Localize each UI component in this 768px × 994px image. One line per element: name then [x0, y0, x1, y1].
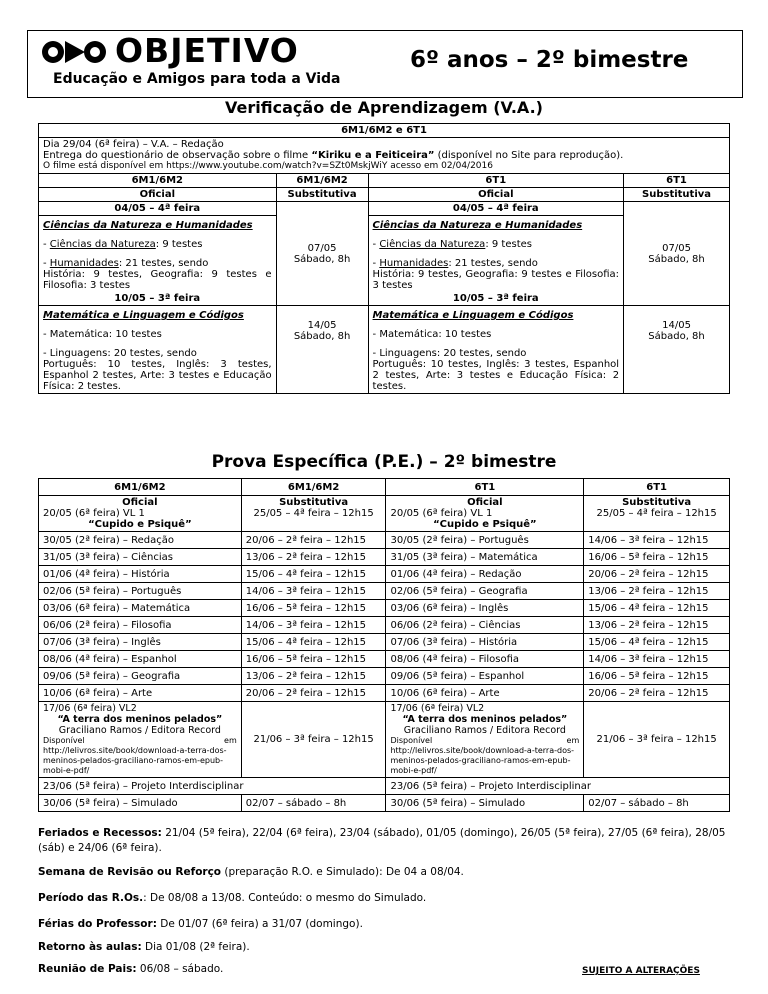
- va-q-text: Entrega do questionário de observação sobre o filme: [43, 150, 312, 161]
- va-sub-date: 14/05: [307, 320, 337, 331]
- va-date-2-right: 10/05 – 3ª feira: [368, 292, 624, 306]
- logo-brand: OBJETIVO: [115, 31, 299, 70]
- pe-cell: 13/06 – 2ª feira – 12h15: [241, 668, 386, 685]
- pe-cell: 31/05 (3ª feira) – Ciências: [39, 549, 242, 566]
- va-area-title: Matemática e Linguagem e Códigos: [43, 310, 244, 321]
- pe-vl2-book: “A terra dos meninos pelados”: [402, 714, 568, 725]
- pe-vl2-book: “A terra dos meninos pelados”: [57, 714, 223, 725]
- va-mat-line: - Matemática: 10 testes: [372, 329, 492, 340]
- va-area2-right: [368, 306, 624, 394]
- pe-cell: 13/06 – 2ª feira – 12h15: [584, 617, 730, 634]
- va-table: [38, 123, 730, 394]
- pe-col-header-3: 6T1: [386, 479, 584, 496]
- pe-cell: 01/06 (4ª feira) – Redação: [386, 566, 584, 583]
- va-ling-detail: Português: 10 testes, Inglês: 3 testes, Espanhol 2 testes, Arte: 3 testes e Educação Física: 2 testes.: [43, 359, 272, 392]
- pe-sim-right: 30/06 (5ª feira) – Simulado: [386, 795, 584, 812]
- pe-cell: 03/06 (6ª feira) – Inglês: [386, 600, 584, 617]
- pe-sim-left: 30/06 (5ª feira) – Simulado: [39, 795, 242, 812]
- va-sub-header-1: Oficial: [39, 188, 277, 202]
- va-area-title: Matemática e Linguagem e Códigos: [372, 310, 574, 321]
- pe-cell: 30/05 (2ª feira) – Português: [386, 532, 584, 549]
- retorno-text: Dia 01/08 (2ª feira).: [141, 941, 250, 953]
- pe-cell: 16/06 – 5ª feira – 12h15: [241, 600, 386, 617]
- semana-label: Semana de Revisão ou Reforço: [38, 866, 222, 878]
- retorno-label: Retorno às aulas:: [38, 941, 142, 953]
- pe-cell: 20/06 – 2ª feira – 12h15: [241, 532, 386, 549]
- va-sub-header-4: Substitutiva: [624, 188, 730, 202]
- pe-table: [38, 478, 730, 812]
- pe-cell: 20/06 – 2ª feira – 12h15: [584, 685, 730, 702]
- table-row: [39, 634, 730, 651]
- pe-sub-header: Oficial: [122, 497, 158, 508]
- pe-vl2-author: Graciliano Ramos / Editora Record: [58, 725, 221, 736]
- va-classes-header: 6M1/6M2 e 6T1: [39, 124, 730, 138]
- va-cn-line: - Ciências da Natureza: 9 testes: [372, 239, 532, 250]
- va-questionario-line: [43, 150, 725, 161]
- pe-cell: 06/06 (2ª feira) – Filosofia: [39, 617, 242, 634]
- pe-vl1-date: 20/05 (6ª feira) VL 1: [390, 508, 493, 519]
- va-cn-label: Ciências da Natureza: [379, 239, 486, 250]
- sujeito-note: SUJEITO A ALTERAÇÕES: [582, 966, 700, 976]
- pe-vl2-date: 17/06 (6ª feira) VL2: [390, 703, 485, 714]
- logo-tagline: Educação e Amigos para toda a Vida: [53, 71, 341, 87]
- pe-vl2-sub-right: 21/06 – 3ª feira – 12h15: [584, 702, 730, 778]
- pe-cell: 07/06 (3ª feira) – História: [386, 634, 584, 651]
- pe-sub-header: Oficial: [467, 497, 503, 508]
- pe-title: Prova Específica (P.E.) – 2º bimestre: [211, 452, 557, 472]
- va-intro: [39, 138, 730, 174]
- va-cn-count: : 9 testes: [155, 239, 203, 250]
- table-row: [39, 651, 730, 668]
- pe-vl2-author: Graciliano Ramos / Editora Record: [403, 725, 566, 736]
- pe-cell: 09/06 (5ª feira) – Geografia: [39, 668, 242, 685]
- pe-proj-left: 23/06 (5ª feira) – Projeto Interdisciplinar: [39, 778, 386, 795]
- va-col-header-3: 6T1: [368, 174, 624, 188]
- pe-cell: 13/06 – 2ª feira – 12h15: [241, 549, 386, 566]
- pe-vl1-book: “Cupido e Psiquê”: [433, 519, 537, 530]
- pe-vl2-link: Disponível em http://lelivros.site/book/download-a-terra-dos-meninos-pelados-graciliano-ramos-em-epub-mobi-e-pdf/: [43, 736, 237, 775]
- ferias-text: De 01/07 (6ª feira) a 31/07 (domingo).: [156, 918, 363, 930]
- ro-label: Período das R.Os.: [38, 892, 144, 904]
- va-sub-date: 07/05: [662, 242, 691, 254]
- pe-cell: 20/06 – 2ª feira – 12h15: [241, 685, 386, 702]
- va-title: Verificação de Aprendizagem (V.A.): [225, 98, 543, 117]
- va-redacao-line: Dia 29/04 (6ª feira) – V.A. – Redação: [43, 139, 224, 150]
- va-date-1-right: 04/05 – 4ª feira: [368, 202, 624, 216]
- va-hum-detail: História: 9 testes, Geografia: 9 testes e Filosofia: 3 testes: [372, 269, 620, 291]
- table-row: [39, 617, 730, 634]
- pe-cell: 02/06 (5ª feira) – Geografia: [386, 583, 584, 600]
- va-hum-label: Humanidades: [379, 258, 449, 269]
- va-date-1-left: 04/05 – 4ª feira: [39, 202, 277, 216]
- pe-sim-sub-left: 02/07 – sábado – 8h: [241, 795, 386, 812]
- pe-vl1-date: 20/05 (6ª feira) VL 1: [43, 508, 145, 519]
- va-sub-day: Sábado, 8h: [648, 253, 705, 265]
- pe-cell: 15/06 – 4ª feira – 12h15: [241, 634, 386, 651]
- pe-vl1-book: “Cupido e Psiquê”: [88, 519, 192, 530]
- ro-note: [38, 891, 728, 906]
- va-col-header-4: 6T1: [624, 174, 730, 188]
- va-sub-day: Sábado, 8h: [293, 253, 351, 265]
- va-area2-left: [39, 306, 277, 394]
- pe-vl2-left: [39, 702, 242, 778]
- va-sub-header-3: Oficial: [368, 188, 624, 202]
- pe-vl1-left: [39, 496, 242, 532]
- pe-vl2-right: [386, 702, 584, 778]
- feriados-label: Feriados e Recessos:: [38, 827, 162, 839]
- va-area1-left: [39, 216, 277, 293]
- va-hum-label: Humanidades: [49, 258, 119, 269]
- va-film-link: O filme está disponível em https://www.youtube.com/watch?v=SZt0MskjWiY acesso em 02/04/2016: [43, 161, 493, 171]
- reuniao-label: Reunião de Pais:: [38, 963, 137, 975]
- va-col-header-1: 6M1/6M2: [39, 174, 277, 188]
- table-row: [39, 549, 730, 566]
- table-row: [39, 583, 730, 600]
- va-sub-date: 14/05: [662, 320, 691, 331]
- pe-cell: 02/06 (5ª feira) – Português: [39, 583, 242, 600]
- pe-cell: 06/06 (2ª feira) – Ciências: [386, 617, 584, 634]
- page-title: 6º anos – 2º bimestre: [410, 47, 689, 73]
- feriados-text: 21/04 (5ª feira), 22/04 (6ª feira), 23/04 (sábado), 01/05 (domingo), 26/05 (5ª feira), 27/05 (6ª feira), 28/05 (sáb) e 24/06 (6ª feira).: [38, 827, 726, 854]
- va-ling-line: - Linguagens: 20 testes, sendo: [43, 348, 197, 359]
- pe-sub-header: Substitutiva: [622, 497, 692, 508]
- va-hum-line: - Humanidades: 21 testes, sendo: [43, 258, 209, 269]
- pe-cell: 10/06 (6ª feira) – Arte: [39, 685, 242, 702]
- table-row: [39, 566, 730, 583]
- pe-vl2-link: Disponível em http://lelivros.site/book/download-a-terra-dos-meninos-pelados-graciliano-ramos-em-epub-mobi-e-pdf/: [390, 736, 580, 775]
- va-ling-line: - Linguagens: 20 testes, sendo: [372, 348, 527, 359]
- va-film-title: “Kiriku e a Feiticeira”: [311, 150, 435, 161]
- pe-col-header-2: 6M1/6M2: [241, 479, 386, 496]
- table-row: [39, 532, 730, 549]
- pe-vl1-sub-left: [241, 496, 386, 532]
- pe-vl2-sub-left: 21/06 – 3ª feira – 12h15: [241, 702, 386, 778]
- va-sub-cell-a-left: [276, 202, 368, 306]
- va-sub-date: 07/05: [307, 242, 337, 254]
- pe-vl1-sub-right: [584, 496, 730, 532]
- semana-note: [38, 865, 728, 880]
- pe-cell: 10/06 (6ª feira) – Arte: [386, 685, 584, 702]
- pe-cell: 09/06 (5ª feira) – Espanhol: [386, 668, 584, 685]
- va-hum-count: : 21 testes, sendo: [448, 258, 538, 269]
- pe-sub-header: Substitutiva: [279, 497, 349, 508]
- va-area1-right: [368, 216, 624, 293]
- reuniao-text: 06/08 – sábado.: [136, 963, 224, 975]
- va-cn-label: Ciências da Natureza: [49, 239, 156, 250]
- pe-vl1-sub-date: 25/05 – 4ª feira – 12h15: [596, 508, 717, 519]
- pe-cell: 03/06 (6ª feira) – Matemática: [39, 600, 242, 617]
- pe-vl1-sub-date: 25/05 – 4ª feira – 12h15: [253, 508, 374, 519]
- pe-sim-sub-right: 02/07 – sábado – 8h: [584, 795, 730, 812]
- va-area-title: Ciências da Natureza e Humanidades: [372, 220, 583, 231]
- pe-vl2-date: 17/06 (6ª feira) VL2: [43, 703, 137, 714]
- va-q-note: (disponível no Site para reprodução).: [434, 150, 624, 161]
- va-col-header-2: 6M1/6M2: [276, 174, 368, 188]
- va-date-2-left: 10/05 – 3ª feira: [39, 292, 277, 306]
- pe-cell: 20/06 – 2ª feira – 12h15: [584, 566, 730, 583]
- pe-cell: 16/06 – 5ª feira – 12h15: [584, 668, 730, 685]
- pe-col-header-1: 6M1/6M2: [39, 479, 242, 496]
- pe-vl1-right: [386, 496, 584, 532]
- ferias-note: [38, 917, 728, 932]
- pe-cell: 30/05 (2ª feira) – Redação: [39, 532, 242, 549]
- pe-cell: 15/06 – 4ª feira – 12h15: [241, 566, 386, 583]
- pe-cell: 15/06 – 4ª feira – 12h15: [584, 600, 730, 617]
- va-ling-detail: Português: 10 testes, Inglês: 3 testes, Espanhol 2 testes, Arte: 3 testes e Educação Física: 2 testes.: [372, 359, 620, 392]
- va-mat-line: - Matemática: 10 testes: [43, 329, 162, 340]
- ferias-label: Férias do Professor:: [38, 918, 157, 930]
- logo-mark-icon: [39, 37, 111, 67]
- pe-cell: 14/06 – 3ª feira – 12h15: [584, 651, 730, 668]
- va-sub-cell-a-right: [624, 202, 730, 306]
- objetivo-logo: [35, 33, 355, 93]
- pe-cell: 14/06 – 3ª feira – 12h15: [584, 532, 730, 549]
- pe-cell: 14/06 – 3ª feira – 12h15: [241, 583, 386, 600]
- pe-cell: 15/06 – 4ª feira – 12h15: [584, 634, 730, 651]
- retorno-note: [38, 940, 728, 955]
- va-hum-detail: História: 9 testes, Geografia: 9 testes e Filosofia: 3 testes: [43, 269, 272, 291]
- va-sub-cell-b-right: [624, 306, 730, 394]
- va-area-title: Ciências da Natureza e Humanidades: [43, 220, 253, 231]
- va-sub-header-2: Substitutiva: [276, 188, 368, 202]
- feriados-note: [38, 826, 728, 856]
- va-sub-day: Sábado, 8h: [648, 331, 705, 342]
- pe-cell: 16/06 – 5ª feira – 12h15: [241, 651, 386, 668]
- va-hum-line: - Humanidades: 21 testes, sendo: [372, 258, 538, 269]
- pe-col-header-4: 6T1: [584, 479, 730, 496]
- va-cn-count: : 9 testes: [485, 239, 532, 250]
- pe-cell: 16/06 – 5ª feira – 12h15: [584, 549, 730, 566]
- va-cn-line: - Ciências da Natureza: 9 testes: [43, 239, 203, 250]
- pe-cell: 07/06 (3ª feira) – Inglês: [39, 634, 242, 651]
- pe-cell: 31/05 (3ª feira) – Matemática: [386, 549, 584, 566]
- table-row: [39, 600, 730, 617]
- pe-proj-right: 23/06 (5ª feira) – Projeto Interdisciplinar: [386, 778, 730, 795]
- va-hum-count: : 21 testes, sendo: [118, 258, 209, 269]
- pe-cell: 13/06 – 2ª feira – 12h15: [584, 583, 730, 600]
- pe-cell: 01/06 (4ª feira) – História: [39, 566, 242, 583]
- va-sub-cell-b-left: [276, 306, 368, 394]
- va-sub-day: Sábado, 8h: [293, 331, 351, 342]
- table-row: [39, 668, 730, 685]
- semana-text: (preparação R.O. e Simulado): De 04 a 08/04.: [221, 866, 464, 878]
- pe-cell: 08/06 (4ª feira) – Filosofia: [386, 651, 584, 668]
- ro-text: : De 08/08 a 13/08. Conteúdo: o mesmo do Simulado.: [143, 892, 427, 904]
- pe-cell: 14/06 – 3ª feira – 12h15: [241, 617, 386, 634]
- table-row: [39, 685, 730, 702]
- pe-cell: 08/06 (4ª feira) – Espanhol: [39, 651, 242, 668]
